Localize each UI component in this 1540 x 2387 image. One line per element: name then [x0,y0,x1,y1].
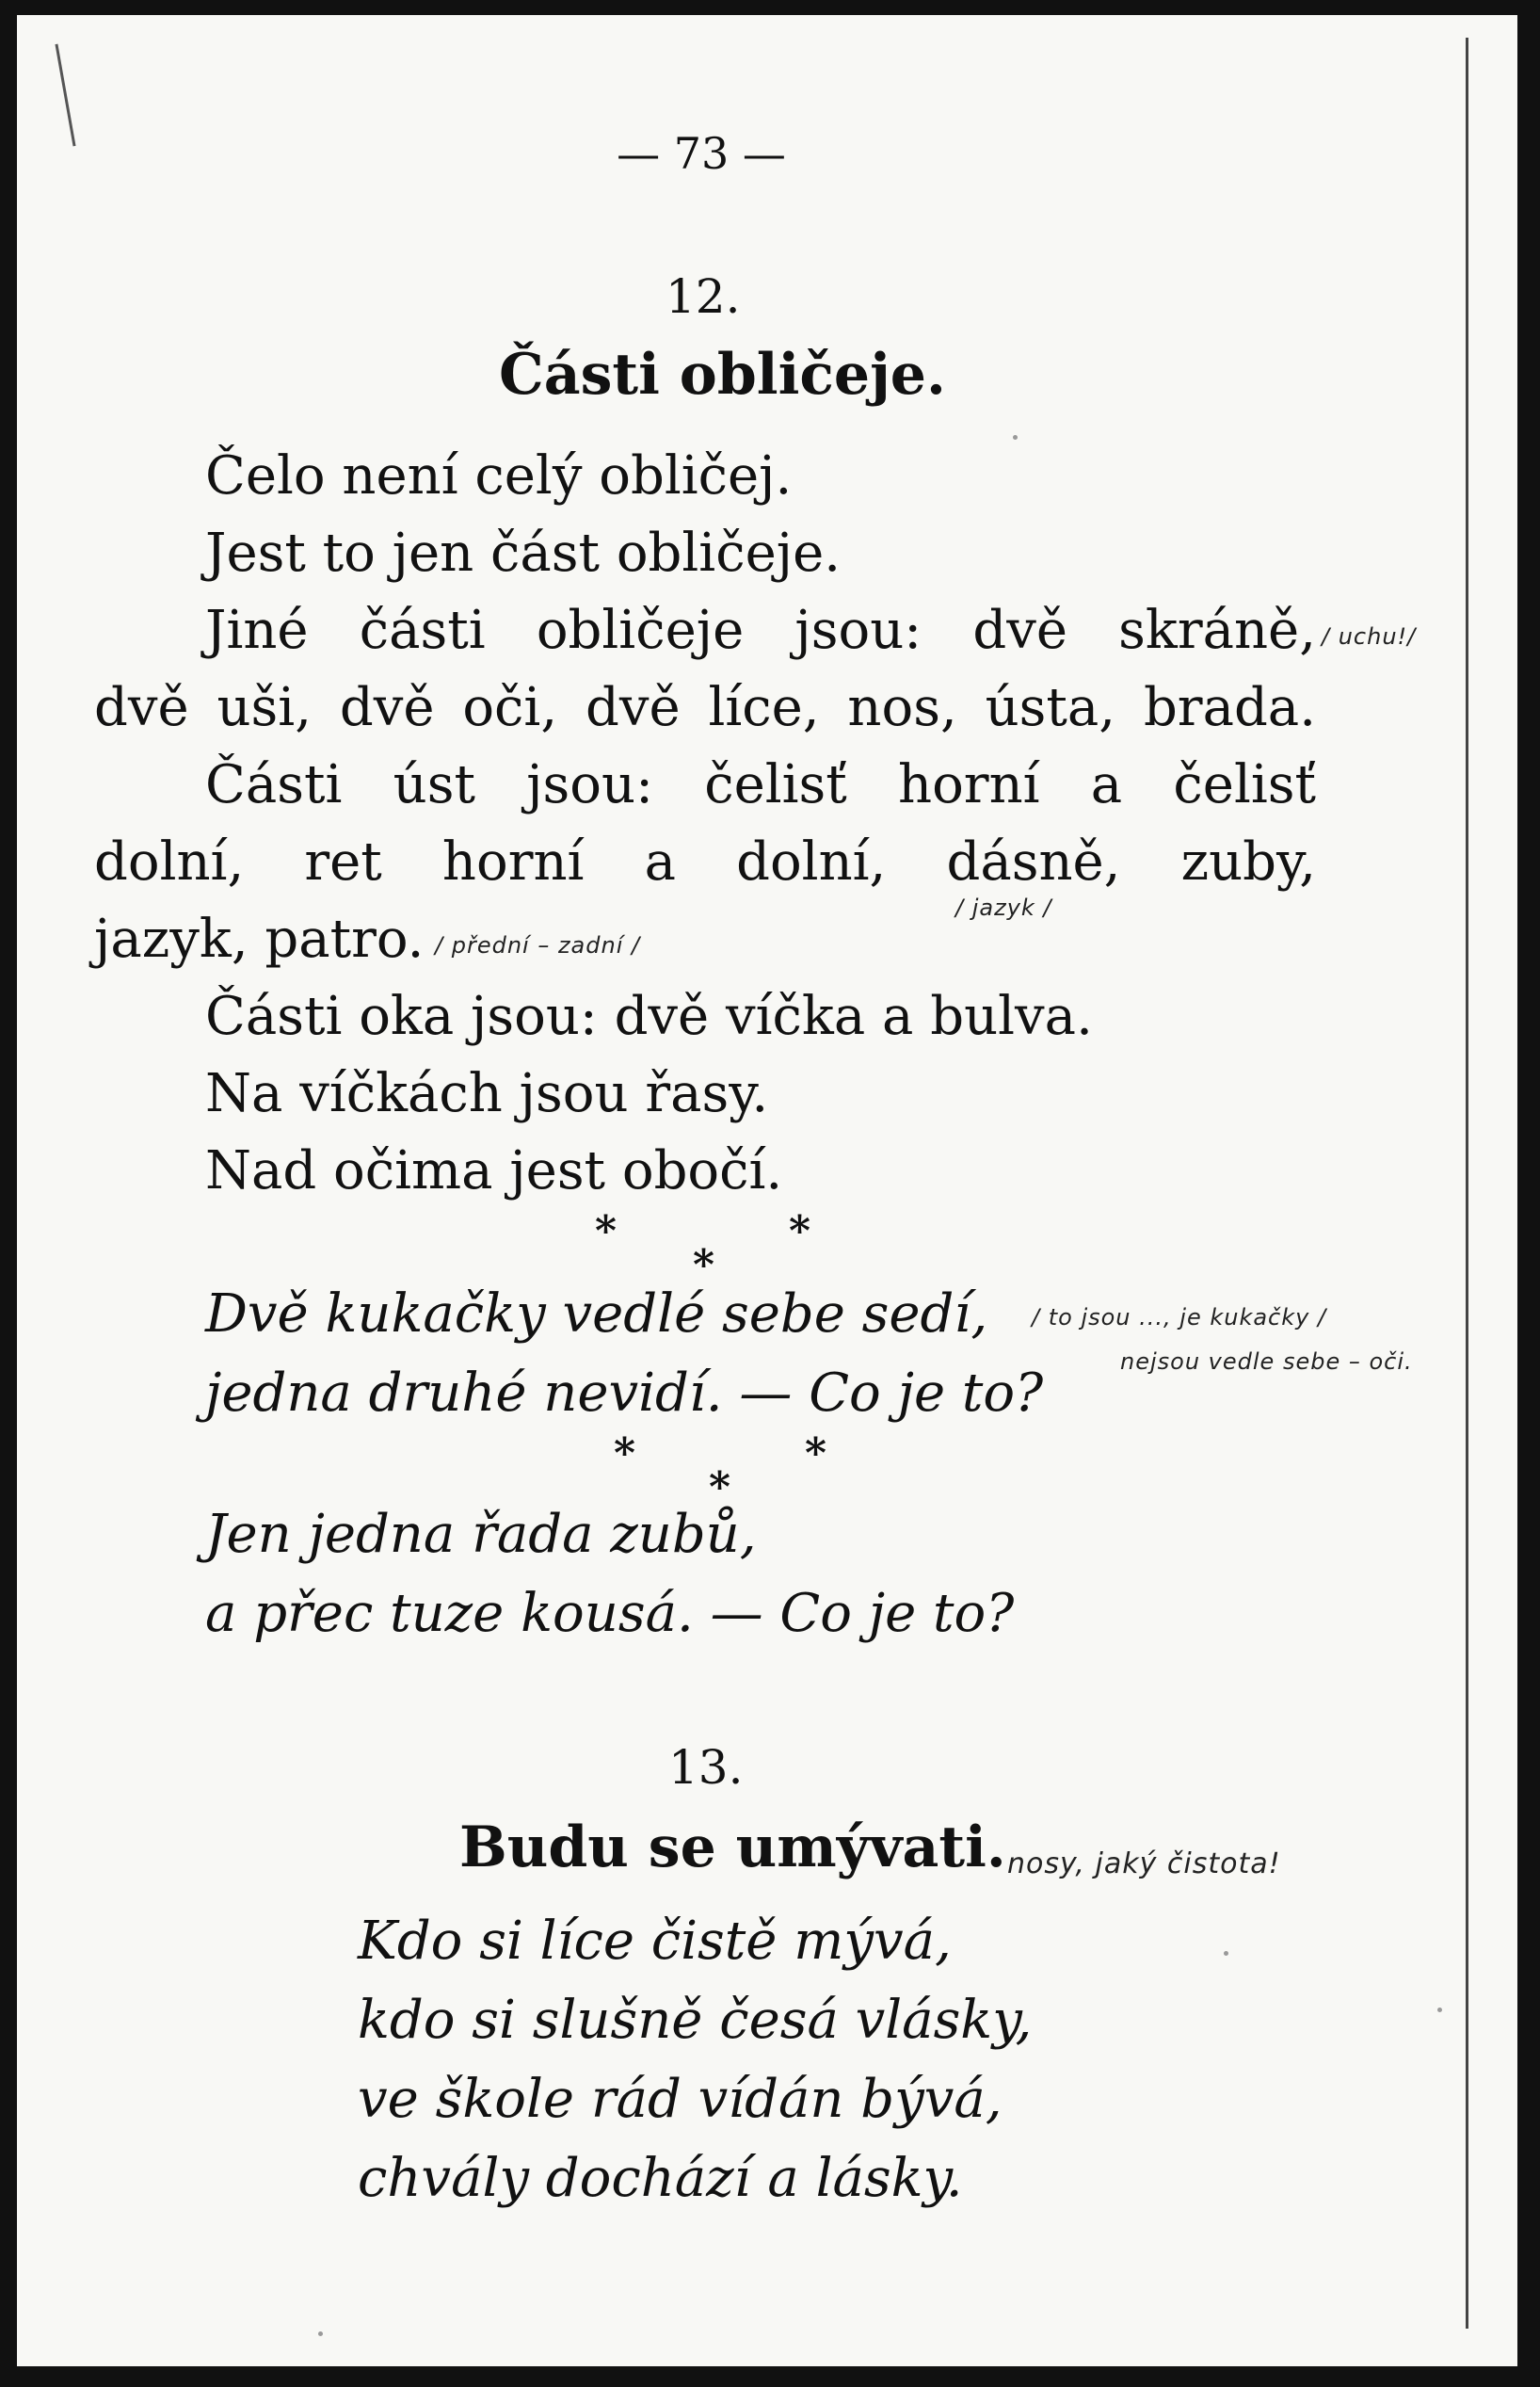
section-title-13: Budu se umývati. [459,1814,1006,1880]
asterisk-separator: * [614,1429,636,1477]
text-line: Jest to jen část obličeje. [205,523,842,584]
asterisk-separator: * [805,1429,827,1477]
section-number-13: 13. [668,1740,744,1795]
asterisk-separator: * [693,1241,715,1289]
asterisk-separator: * [709,1463,731,1511]
poem-line: Kdo si líce čistě mývá, [358,1911,952,1972]
page-number: — 73 — [617,128,786,179]
section-number-12: 12. [666,269,741,324]
riddle-line: jedna druhé nevidí. — Co je to? [205,1363,1044,1424]
handwritten-note: / to jsou ..., je kukačky / [1032,1304,1327,1331]
text-line: dolní, ret horní a dolní, dásně, zuby, [94,831,1316,893]
paper-speck [1437,2008,1442,2012]
text-line: dvě uši, dvě oči, dvě líce, nos, ústa, brada. [94,677,1316,738]
poem-line: kdo si slušně česá vlásky, [358,1990,1033,2051]
text-line: Nad očima jest obočí. [205,1140,783,1202]
text-line: jazyk, patro. [94,909,425,970]
handwritten-note: / uchu!/ [1322,623,1417,650]
handwritten-note: nosy, jaký čistota! [1007,1847,1281,1880]
handwritten-note: / jazyk / [955,895,1052,921]
section-title-12: Části obličeje. [499,342,946,408]
poem-line: ve škole rád vídán bývá, [358,2069,1003,2130]
asterisk-separator: * [595,1207,618,1255]
poem-line: chvály dochází a lásky. [358,2148,963,2209]
text-line: Na víčkách jsou řasy. [205,1063,769,1124]
riddle-line: a přec tuze kousá. — Co je to? [205,1583,1015,1644]
paper-speck [1224,1951,1228,1956]
text-line: Jiné části obličeje jsou: dvě skráně, [205,600,1316,661]
text-line: Části úst jsou: čelisť horní a čelisť [205,754,1316,815]
asterisk-separator: * [789,1207,811,1255]
paper-speck [1013,435,1018,440]
paper-speck [318,2331,323,2336]
riddle-line: Jen jedna řada zubů, [205,1504,757,1565]
riddle-line: Dvě kukačky vedlé sebe sedí, [205,1283,988,1345]
handwritten-note: / přední – zadní / [435,932,641,959]
handwritten-note: nejsou vedle sebe – oči. [1120,1348,1413,1375]
text-line: Části oka jsou: dvě víčka a bulva. [205,986,1093,1047]
text-line: Čelo není celý obličej. [205,445,793,507]
